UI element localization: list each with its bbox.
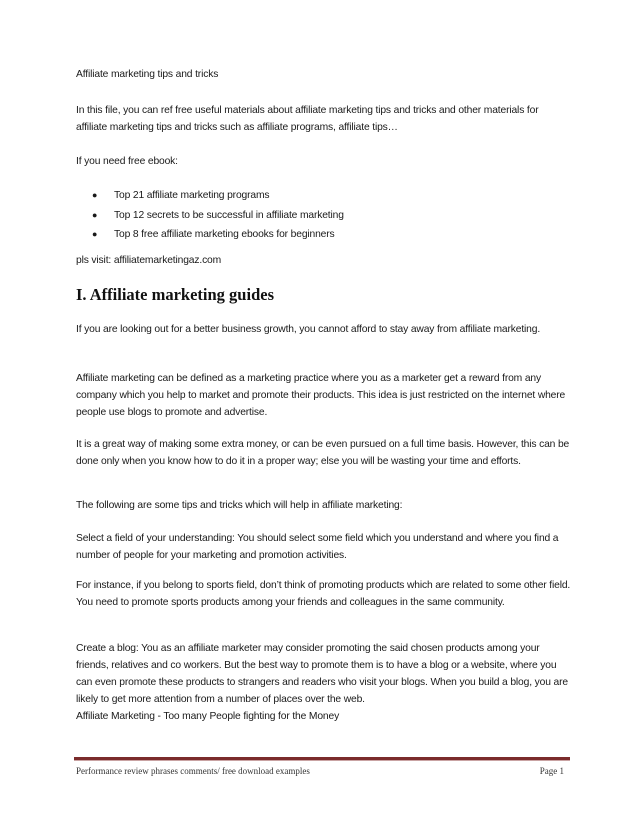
paragraph-definition: Affiliate marketing can be defined as a marketing practice where you as a marketer get a reward from any company which you help to market and promote their products. This idea is just restricted on the internet where people use blogs to promote and advertise. (76, 373, 566, 418)
intro-paragraph: In this file, you can ref free useful materials about affiliate marketing tips and tricks and other materials for affiliate marketing tips and tricks such as affiliate programs, affiliate tips… (76, 105, 539, 133)
page-number: Page 1 (539, 766, 564, 776)
section-heading: I. Affiliate marketing guides (76, 285, 274, 304)
paragraph-select-field: Select a field of your understanding: You should select some field which you understand and where you find a number of people for your marketing and promotion activities. (76, 533, 559, 561)
blog-block (76, 640, 571, 725)
list-item: ● Top 8 free affiliate marketing ebooks for beginners (76, 225, 344, 245)
bullet-icon: ● (92, 190, 98, 200)
paragraph-tips-intro: The following are some tips and tricks which will help in affiliate marketing: (76, 500, 403, 511)
need-ebook-line: If you need free ebook: (76, 156, 178, 167)
list-item: ● Top 12 secrets to be successful in affiliate marketing (76, 206, 344, 226)
visit-line: pls visit: affiliatemarketingaz.com (76, 255, 222, 266)
bullet-icon: ● (92, 209, 98, 220)
footer-text: Performance review phrases comments/ free download examples (76, 766, 310, 776)
document-title-line: Affiliate marketing tips and tricks (76, 69, 219, 80)
paragraph-growth: If you are looking out for a better business growth, you cannot afford to stay away from affiliate marketing. (76, 324, 541, 335)
closing-line: Affiliate Marketing - Too many People fighting for the Money (76, 711, 340, 722)
list-item: ● Top 21 affiliate marketing programs (76, 186, 344, 206)
paragraph-instance: For instance, if you belong to sports field, don’t think of promoting products which are related to some other field. You need to promote sports products among your friends and colleagues in the same community. (76, 580, 571, 608)
paragraph-create-blog: Create a blog: You as an affiliate marketer may consider promoting the said chosen products among your friends, relatives and co workers. But the best way to promote them is to have a blog or a website, where you can even promote these products to strangers and readers who visit your blogs. When you build a blog, you are likely to get more attention from a number of places over the web. (76, 643, 568, 705)
ebook-bullet-list (76, 186, 344, 245)
footer-divider (74, 757, 570, 761)
paragraph-extra-money: It is a great way of making some extra money, or can be even pursued on a full time basis. However, this can be done only when you know how to do it in a proper way; else you will be wasting your time and efforts. (76, 439, 570, 467)
bullet-icon: ● (92, 229, 98, 239)
